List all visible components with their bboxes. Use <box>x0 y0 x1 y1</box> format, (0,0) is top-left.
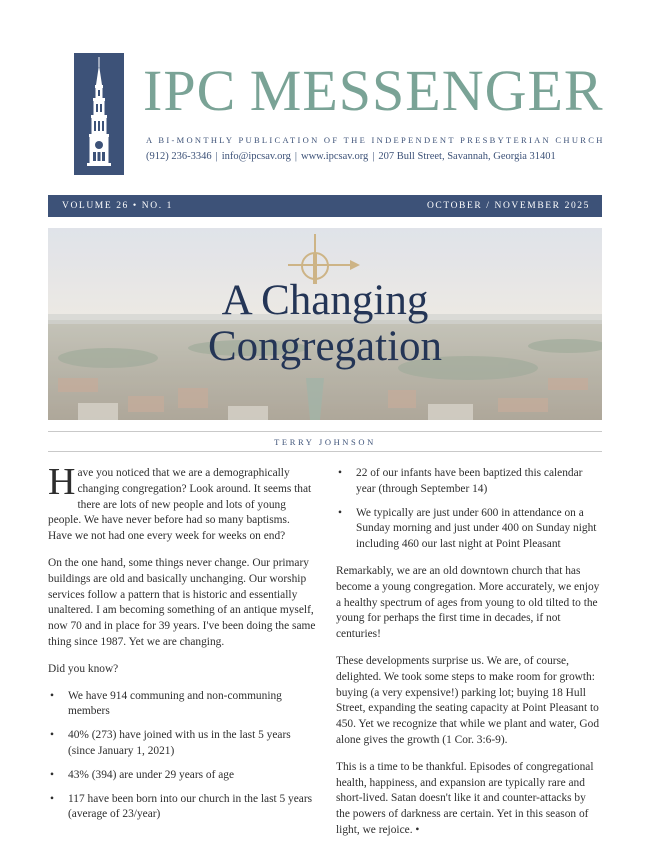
divider <box>48 451 602 452</box>
email-link[interactable]: info@ipcsav.org <box>221 151 291 162</box>
dropcap: H <box>48 461 76 503</box>
article-title <box>48 278 602 370</box>
facts-list-continued <box>336 466 602 553</box>
masthead-title-second: MESSENGER <box>249 58 604 123</box>
list-item: • We have 914 communing and non-communing members <box>48 689 316 721</box>
hero-image <box>48 228 602 420</box>
masthead-title <box>143 58 604 123</box>
paragraph: Did you know? <box>48 662 119 675</box>
paragraph: This is a time to be thankful. Episodes of congregational health, happiness, and expansion are typically rare and short-lived. Satan doesn't like it and counter-attacks by the powers of darkness are certain. Yet in this season of light, we rejoice. • <box>336 760 594 836</box>
byline: TERRY JOHNSON <box>274 437 376 447</box>
list-item: • 43% (394) are under 29 years of age <box>48 768 316 784</box>
list-item: • We typically are just under 600 in attendance on a Sunday morning and just under 400 on Sunday night including 460 our last night at Point Pleasant <box>336 506 602 553</box>
paragraph-intro: Have you noticed that we are a demographically changing congregation? Look around. It seems that there are lots of new people and lots of young people. We have never before had so many baptisms. Have we not had one every week for weeks on end? <box>48 461 312 543</box>
divider <box>48 431 602 432</box>
logo <box>74 53 124 175</box>
issue-volume: VOLUME 26 • NO. 1 <box>62 201 174 211</box>
article-column-left <box>48 461 316 834</box>
separator: | <box>294 151 298 162</box>
phone-number: (912) 236-3346 <box>146 151 212 162</box>
separator: | <box>372 151 375 162</box>
church-steeple-icon <box>74 53 124 175</box>
paragraph: These developments surprise us. We are, of course, delighted. We took some steps to make room for growth: buying (a very expensive!) parking lot; buying 18 Hull Street, expanding the seating capacity at Point Pleasant to 450. Yet we recognize that while we plant and water, God alone gives the growth (1 Cor. 3:6-9). <box>336 654 600 746</box>
list-item: • 117 have been born into our church in the last 5 years (average of 23/year) <box>48 792 316 824</box>
article-title-line1: A Changing <box>221 277 429 324</box>
paragraph: On the one hand, some things never change. Our primary buildings are old and basically unchanging. Our worship services follow a pattern that is historic and essentially unaltered. I am becoming something of an antique myself, now 70 and in place for 39 years. I've been doing the same thing since 1987. Yet we are changing. <box>48 556 316 648</box>
article-title-line2: Congregation <box>207 323 443 370</box>
masthead-title-first: IPC <box>143 58 237 123</box>
list-item: • 40% (273) have joined with us in the last 5 years (since January 1, 2021) <box>48 728 316 760</box>
address: 207 Bull Street, Savannah, Georgia 31401 <box>378 151 556 162</box>
article-column-right <box>336 466 602 850</box>
list-item: • 22 of our infants have been baptized this calendar year (through September 14) <box>336 466 602 498</box>
separator: | <box>215 151 218 162</box>
issue-date: OCTOBER / NOVEMBER 2025 <box>426 201 590 211</box>
contact-line <box>146 151 556 162</box>
facts-list <box>48 689 316 824</box>
issue-banner <box>48 195 602 217</box>
website-link[interactable]: www.ipcsav.org <box>301 151 369 162</box>
paragraph: Remarkably, we are an old downtown church that has become a young congregation. More accurately, we enjoy a healthy spectrum of ages from young to old tilted to the young for perhaps the first time in decades, if not centuries! <box>336 564 600 641</box>
masthead-tagline: A BI-MONTHLY PUBLICATION OF THE INDEPENDENT PRESBYTERIAN CHURCH <box>146 135 605 145</box>
